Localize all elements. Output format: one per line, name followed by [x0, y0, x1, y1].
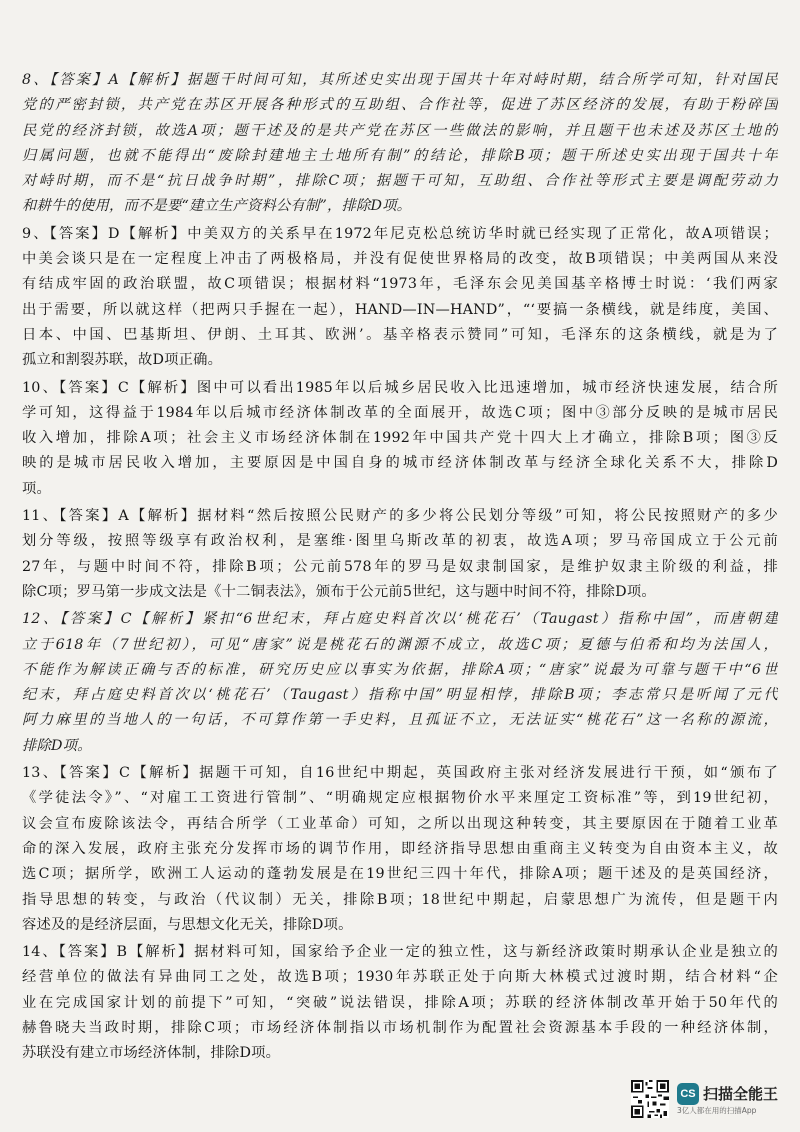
text-line: 议会宣布废除该法令，再结合所学（工业革命）可知，之所以出现这种转变，其主要原因在于随着工业革	[22, 815, 778, 832]
text-line: 业在完成国家计划的前提下”可知，“突破”说法错误，排除A项；苏联的经济体制改革开始于50年代的	[22, 994, 778, 1011]
text-line: 经营单位的做法有异曲同工之处，故选B项；1930年苏联正处于向斯大林模式过渡时期，结合材料“企	[22, 969, 778, 986]
text-line: 10、【答案】C【解析】图中可以看出1985年以后城乡居民收入比迅速增加，城市经济快速发展，结合所	[22, 379, 778, 396]
text-line: 排除D项。	[22, 737, 92, 754]
brand-tagline: 3亿人都在用的扫描App	[676, 1105, 757, 1115]
text-line: 14、【答案】B【解析】据材料可知，国家给予企业一定的独立性，这与新经济政策时期承认企业是独立的	[22, 944, 778, 961]
text-line: 《学徒法令》”、“对雇工工资进行管制”、“明确规定应根据物价水平来厘定工资标准”等，到19世纪初，	[22, 790, 778, 807]
text-line: 项。	[22, 480, 51, 497]
text-line: 12、【答案】C【解析】紧扣“6世纪末，拜占庭史料首次以‘桃花石’（Taugast）指称中国”，而唐朝建	[22, 611, 778, 628]
text-line: 指导思想的转变，与政治（代议制）无关，排除B项；18世纪中期起，启蒙思想广为流传，但是题干内	[22, 891, 778, 908]
text-line: 除C项；罗马第一步成文法是《十二铜表法》，颁布于公元前5世纪，这与题中时间不符，排除D项。	[22, 583, 656, 600]
text-line: 孤立和割裂苏联，故D项正确。	[22, 352, 223, 369]
answer-item	[22, 222, 778, 374]
brand-name: 扫描全能王	[702, 1084, 778, 1103]
text-line: 选C项；据所学，欧洲工人运动的蓬勃发展是在19世纪三四十年代，排除A项；题干述及的是英国经济，	[22, 866, 778, 883]
text-line: 有结成牢固的政治联盟，故C项错误；根据材料“1973年，毛泽东会见美国基辛格博士时说：‘我们两家	[22, 276, 778, 293]
text-line: 收入增加，排除A项；社会主义市场经济体制在1992年中国共产党十四大上才确立，排除B项；图③反	[22, 430, 778, 447]
text-line: 13、【答案】C【解析】据题干可知，自16世纪中期起，英国政府主张对经济发展进行干预，如“颁布了	[22, 765, 778, 782]
text-line: 出于需要，所以就这样（把两只手握在一起），HAND—IN—HAND”，“‘要搞一条横线，就是纬度，美国、	[22, 301, 778, 318]
answer-item	[22, 504, 778, 605]
answer-explanations	[22, 68, 778, 1069]
text-line: 中美会谈只是在一定程度上冲击了两极格局，并没有促使世界格局的改变，故B项错误；中美两国从来没	[22, 251, 778, 268]
text-line: 映的是城市居民收入增加，主要原因是中国自身的城市经济体制改革与经济全球化关系不大，排除D	[22, 455, 778, 472]
text-line: 不能作为解读正确与否的标准，研究历史应以事实为依据，排除A项；“唐家”说最为可靠与题干中“6世	[22, 661, 778, 678]
brand-block	[677, 1083, 778, 1115]
text-line: 阿力麻里的当地人的一句话，不可算作第一手史料，且孤证不立，无法证实“桃花石”这一名称的源流，	[22, 712, 778, 729]
answer-item	[22, 68, 778, 220]
text-line: 日本、中国、巴基斯坦、伊朗、土耳其、欧洲’。基辛格表示赞同”可知，毛泽东的这条横线，就是为了	[22, 326, 778, 343]
text-line: 立于618年（7世纪初），可见“唐家”说是桃花石的渊源不成立，故选C项；夏德与伯希和均为法国人，	[22, 636, 778, 653]
text-line: 归属问题，也就不能得出“废除封建地主土地所有制”的结论，排除B项；题干所述史实出现于国共十年	[22, 147, 778, 164]
text-line: 11、【答案】A【解析】据材料“然后按照公民财产的多少将公民划分等级”可知，将公民按照财产的多少	[22, 508, 778, 525]
answer-item	[22, 940, 778, 1066]
text-line: 党的严密封锁，共产党在苏区开展各种形式的互助组、合作社等，促进了苏区经济的发展，有助于粉碎国	[22, 97, 778, 114]
camscanner-logo-icon: CS	[677, 1083, 699, 1105]
text-line: 划分等级，按照等级享有政治权利，是塞维·图里乌斯改革的初衷，故选A项；罗马帝国成立于公元前	[22, 533, 778, 550]
text-line: 命的深入发展，政府主张充分发挥市场的调节作用，即经济指导思想由重商主义转变为自由资本主义，故	[22, 840, 778, 857]
text-line: 27年，与题中时间不符，排除B项；公元前578年的罗马是奴隶制国家，是维护奴隶主阶级的利益，排	[22, 558, 778, 575]
text-line: 纪末，拜占庭史料首次以‘桃花石’（Taugast）指称中国”明显相悖，排除B项；李志常只是听闻了元代	[22, 687, 778, 704]
answer-item	[22, 761, 778, 938]
text-line: 学可知，这得益于1984年以后城市经济体制改革的全面展开，故选C项；图中③部分反映的是城市居民	[22, 404, 778, 421]
text-line: 8、【答案】A【解析】据题干时间可知，其所述史实出现于国共十年对峙时期，结合所学可知，针对国民	[22, 72, 778, 88]
answer-item	[22, 376, 778, 502]
text-line: 9、【答案】D【解析】中美双方的关系早在1972年尼克松总统访华时就已经实现了正常化，故A项错误；	[22, 225, 778, 242]
qr-code-icon	[631, 1080, 669, 1118]
answer-item	[22, 607, 778, 759]
text-line: 和耕牛的使用，而不是要“建立生产资料公有制”，排除D项。	[22, 198, 412, 215]
text-line: 民党的经济封锁，故选A项；题干述及的是共产党在苏区一些做法的影响，并且题干也未述及苏区土地的	[22, 122, 778, 139]
text-line: 苏联没有建立市场经济体制，排除D项。	[22, 1045, 281, 1062]
text-line: 赫鲁晓夫当政时期，排除C项；市场经济体制指以市场机制作为配置社会资源基本手段的一种经济体制，	[22, 1019, 778, 1036]
text-line: 对峙时期，而不是“抗日战争时期”，排除C项；据题干可知，互助组、合作社等形式主要是调配劳动力	[22, 173, 778, 190]
scanner-watermark	[631, 1080, 778, 1118]
text-line: 容述及的是经济层面，与思想文化无关，排除D项。	[22, 916, 353, 933]
